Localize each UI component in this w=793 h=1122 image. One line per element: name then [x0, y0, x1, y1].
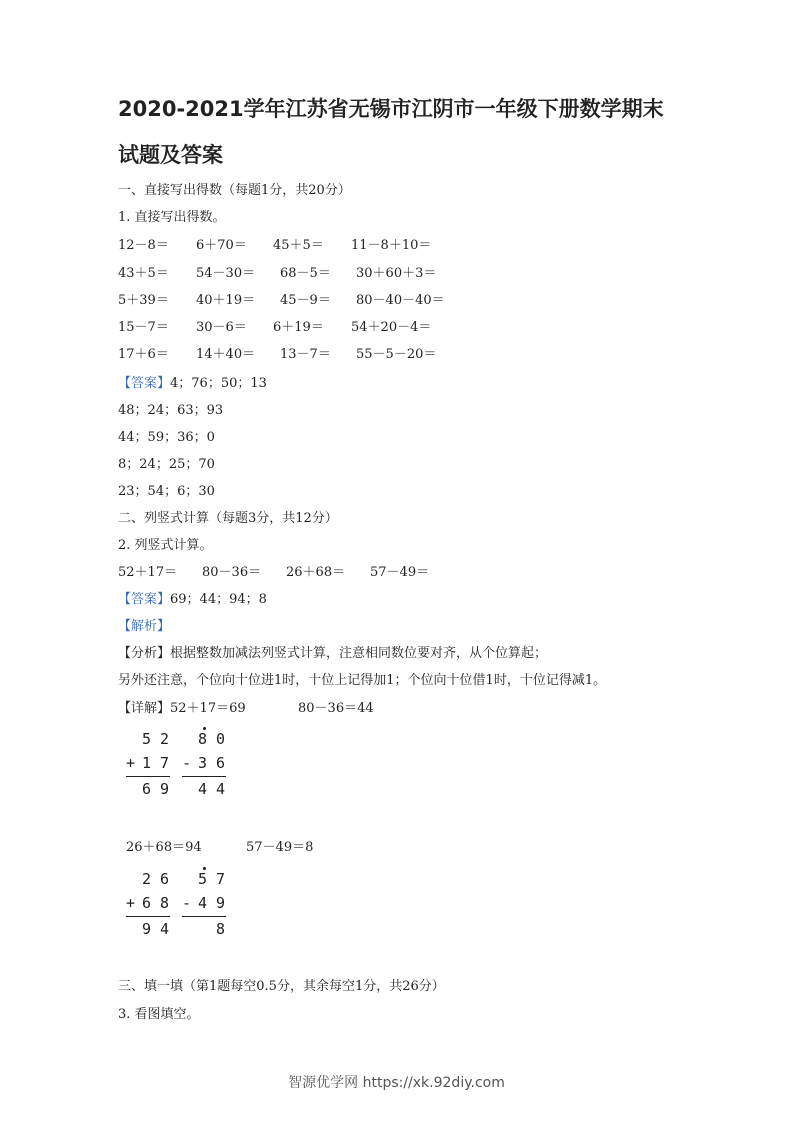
vert-op: + — [126, 754, 136, 772]
vert-top: 5 7 — [198, 870, 226, 888]
answer2-line — [118, 588, 267, 607]
arith-item: 45＋5＝ — [273, 238, 324, 253]
answer-tag: 【答案】 — [118, 592, 171, 607]
detail-eq-3: 26＋68＝94 — [126, 840, 202, 855]
question2-label: 2. 列竖式计算。 — [118, 538, 213, 553]
arith-item: 80－40－40＝ — [356, 293, 445, 308]
page-title: 2020-2021学年江苏省无锡市江阴市一年级下册数学期末试题及答案 — [118, 97, 664, 167]
arith-item: 54＋20－4＝ — [351, 320, 432, 335]
answer-line-4: 8；24；25；70 — [118, 457, 215, 472]
vert-result: 9 4 — [142, 920, 170, 938]
answer-line-2: 48；24；63；93 — [118, 403, 224, 418]
fenxi-text: 根据整数加减法列竖式计算，注意相同数位要对齐，从个位算起； — [170, 646, 548, 661]
vert-bottom: 6 8 — [142, 894, 170, 912]
section2-heading: 二、列竖式计算（每题3分，共12分） — [118, 511, 338, 526]
section1-heading: 一、直接写出得数（每题1分，共20分） — [118, 183, 351, 198]
vert-line — [126, 776, 170, 777]
vert-top: 8 0 — [198, 730, 226, 748]
vert-result: 6 9 — [142, 780, 170, 798]
detail-tag: 【详解】 — [118, 701, 171, 716]
vert-result: 4 4 — [198, 780, 226, 798]
arith-item: 15－7＝ — [118, 320, 169, 335]
arith-item: 17＋6＝ — [118, 347, 169, 362]
arith-item: 14＋40＝ — [196, 347, 256, 362]
arith-item: 30－6＝ — [196, 320, 247, 335]
vert-item: 57－49＝ — [370, 565, 430, 580]
vert-bottom: 3 6 — [198, 754, 226, 772]
arith-item: 5＋39＝ — [118, 293, 169, 308]
vert-op: - — [182, 894, 192, 912]
analysis-tag: 【解析】 — [118, 619, 171, 634]
section3-heading: 三、填一填（第1题每空0.5分，其余每空1分，共26分） — [118, 979, 445, 994]
fenxi-tag: 【分析】 — [118, 646, 171, 661]
vert-op: - — [182, 754, 192, 772]
answer-tag: 【答案】 — [118, 376, 171, 391]
question3-label: 3. 看图填空。 — [118, 1007, 200, 1022]
fenxi-line — [118, 642, 547, 661]
detail-eq-2: 80－36＝44 — [298, 701, 374, 716]
arith-item: 55－5－20＝ — [356, 347, 437, 362]
vert-line — [182, 776, 226, 777]
answer-text: 4；76；50；13 — [170, 376, 267, 391]
answer-line-5: 23；54；6；30 — [118, 484, 215, 499]
vert-item: 80－36＝ — [202, 565, 262, 580]
vert-top: 2 6 — [142, 870, 170, 888]
vert-top: 5 2 — [142, 730, 170, 748]
vert-result: 8 — [216, 920, 226, 938]
detail-line-1 — [118, 697, 246, 716]
arith-item: 13－7＝ — [280, 347, 331, 362]
question1-label: 1. 直接写出得数。 — [118, 210, 226, 225]
arith-item: 54－30＝ — [196, 266, 256, 281]
detail-eq: 52＋17＝69 — [170, 701, 246, 716]
footer-watermark: 智源优学网 https://xk.92diy.com — [288, 1075, 505, 1091]
arith-item: 12－8＝ — [118, 238, 169, 253]
vert-item: 26＋68＝ — [286, 565, 346, 580]
vert-line — [182, 916, 226, 917]
arith-item: 68－5＝ — [280, 266, 331, 281]
arith-item: 43＋5＝ — [118, 266, 169, 281]
arith-item: 30＋60＋3＝ — [356, 266, 437, 281]
answer-line-1 — [118, 372, 267, 391]
arith-item: 45－9＝ — [280, 293, 331, 308]
detail-eq-4: 57－49＝8 — [246, 840, 314, 855]
arith-item: 6＋19＝ — [273, 320, 324, 335]
vert-bottom: 4 9 — [198, 894, 226, 912]
arith-item: 40＋19＝ — [196, 293, 256, 308]
note-line: 另外还注意，个位向十位进1时，十位上记得加1；个位向十位借1时，十位记得减1。 — [118, 673, 607, 688]
answer-text: 69；44；94；8 — [170, 592, 267, 607]
arith-item: 11－8＋10＝ — [351, 238, 432, 253]
vert-line — [126, 916, 170, 917]
answer-line-3: 44；59；36；0 — [118, 430, 215, 445]
vert-op: + — [126, 894, 136, 912]
vert-bottom: 1 7 — [142, 754, 170, 772]
arith-item: 6＋70＝ — [196, 238, 247, 253]
vert-item: 52＋17＝ — [118, 565, 178, 580]
